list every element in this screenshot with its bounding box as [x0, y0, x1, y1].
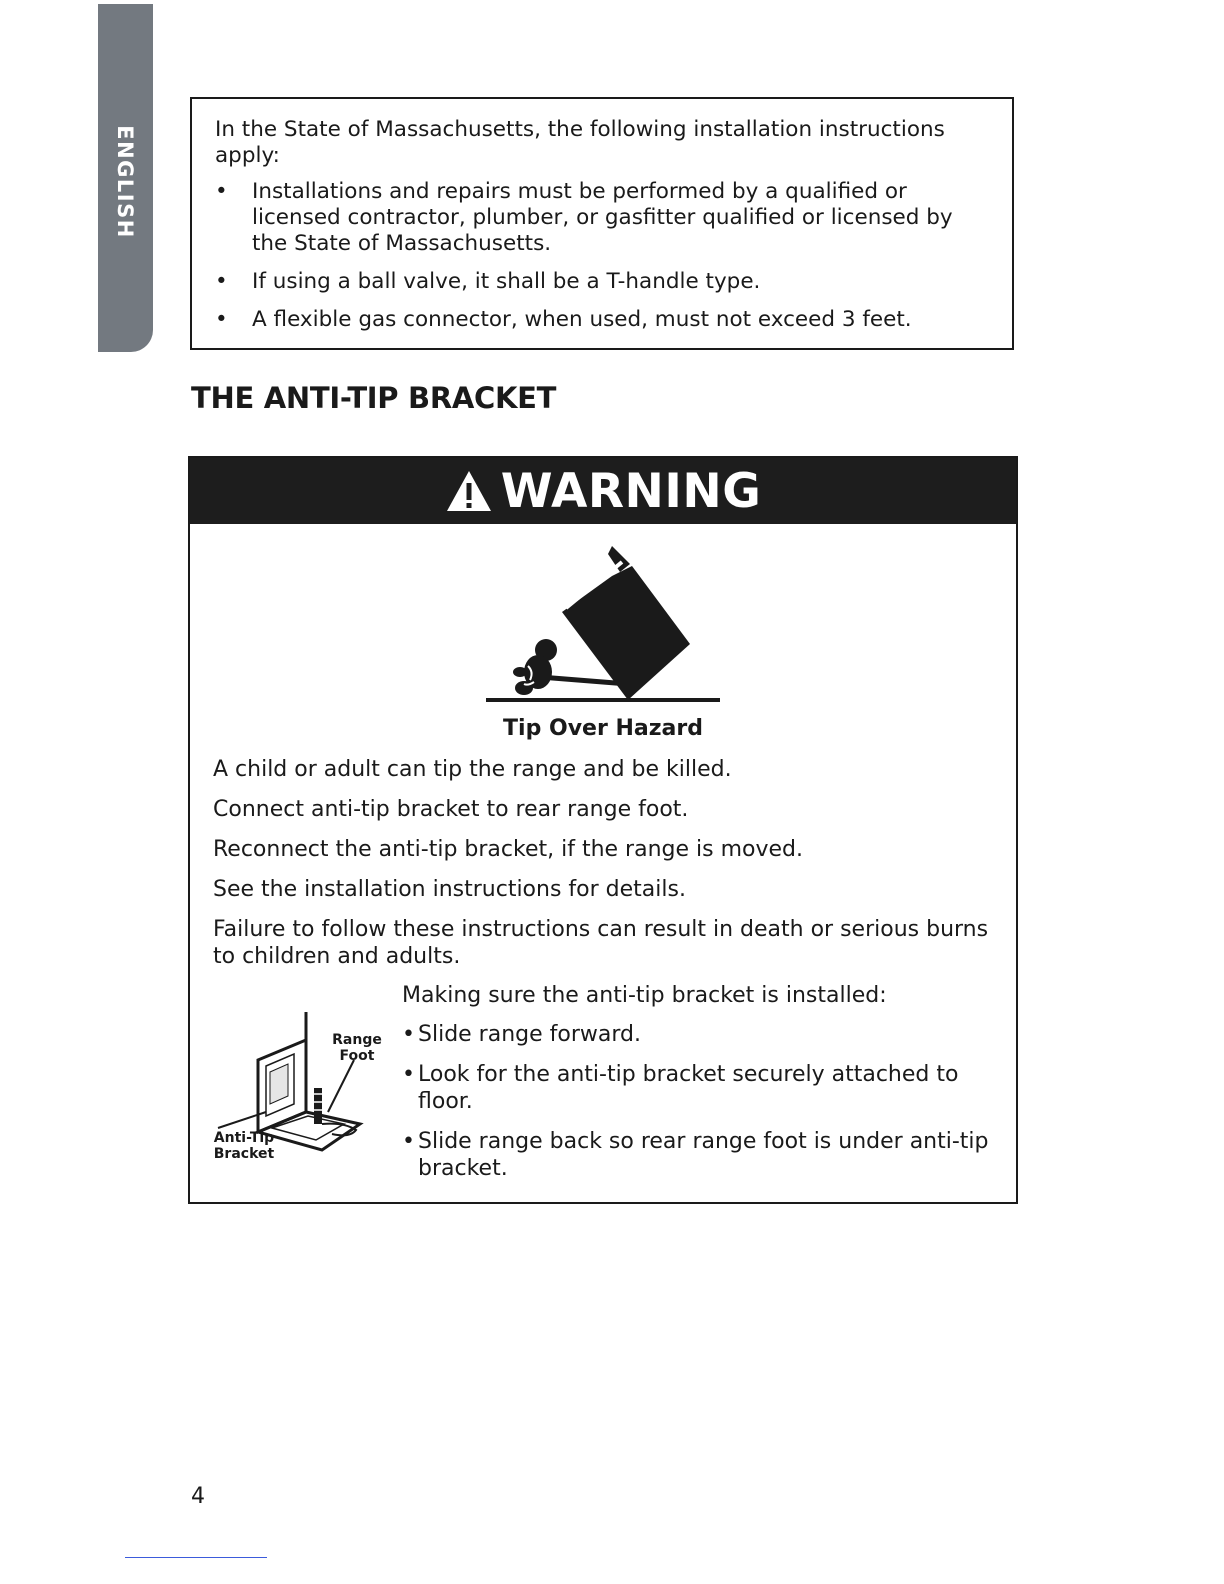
list-item: [402, 1061, 992, 1115]
list-item-text: Look for the anti-tip bracket securely attached to floor.: [418, 1062, 959, 1114]
list-item: [402, 1021, 992, 1048]
warning-line: Connect anti-tip bracket to rear range foot.: [213, 797, 689, 822]
list-item-text: If using a ball valve, it shall be a T-handle type.: [252, 269, 761, 294]
list-item-text: Slide range back so rear range foot is under anti-tip bracket.: [418, 1129, 989, 1181]
bullet: •: [215, 269, 228, 294]
range-foot-label: Range: [332, 1032, 382, 1048]
bullet: •: [402, 1062, 415, 1087]
bullet: •: [215, 179, 228, 204]
language-tab: [98, 4, 153, 352]
section-heading: THE ANTI-TIP BRACKET: [191, 381, 557, 415]
warning-line: Reconnect the anti-tip bracket, if the range is moved.: [213, 837, 803, 862]
check-intro: Making sure the anti-tip bracket is installed:: [402, 983, 887, 1008]
list-item: [215, 269, 992, 295]
massachusetts-notice-box: [190, 97, 1014, 350]
warning-statements: [213, 756, 998, 983]
warning-triangle-icon: [445, 469, 493, 513]
range-foot-label: Foot: [339, 1048, 375, 1064]
bracket-check-steps: [402, 982, 992, 1195]
bullet: •: [402, 1129, 415, 1154]
bullet: •: [215, 307, 228, 332]
warning-line: A child or adult can tip the range and be killed.: [213, 757, 732, 782]
warning-line: Failure to follow these instructions can result in death or serious burns to children and adults.: [213, 917, 989, 969]
tip-over-hazard-illustration: [480, 542, 730, 707]
warning-title: WARNING: [500, 463, 762, 519]
list-item-text: Slide range forward.: [418, 1022, 641, 1047]
language-tab-label: ENGLISH: [113, 125, 137, 239]
warning-line: See the installation instructions for details.: [213, 877, 686, 902]
anti-tip-bracket-diagram: [210, 1000, 390, 1170]
notice-list: [215, 179, 992, 333]
warning-box: [188, 456, 1018, 1204]
list-item-text: A flexible gas connector, when used, must not exceed 3 feet.: [252, 307, 912, 332]
bracket-label: Anti-Tip: [213, 1130, 275, 1146]
notice-intro: In the State of Massachusetts, the following installation instructions apply:: [215, 117, 945, 168]
page-number: 4: [191, 1484, 205, 1509]
list-item: [215, 179, 992, 257]
footer-rule: [125, 1557, 267, 1558]
bullet: •: [402, 1022, 415, 1047]
list-item: [215, 307, 992, 333]
hazard-title: Tip Over Hazard: [503, 716, 703, 741]
list-item: [402, 1128, 992, 1182]
check-list: [402, 1021, 992, 1182]
list-item-text: Installations and repairs must be performed by a qualified or licensed contractor, plumber, or gasfitter qualified or licensed by the State of Massachusetts.: [252, 179, 953, 256]
warning-header: [190, 458, 1016, 524]
bracket-label: Bracket: [213, 1146, 275, 1162]
